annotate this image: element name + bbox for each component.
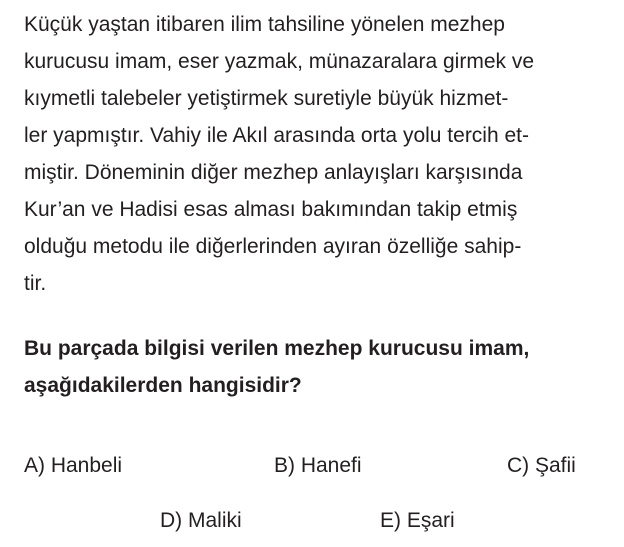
passage-line: ler yapmıştır. Vahiy ile Akıl arasında orta yolu tercih et- [24, 124, 529, 147]
passage-line: tir. [24, 272, 47, 295]
question-passage [24, 6, 604, 302]
passage-line: Küçük yaştan itibaren ilim tahsiline yönelen mezhep [24, 13, 505, 36]
answer-option-c[interactable]: C) Şafii [507, 454, 576, 477]
answer-option-e[interactable]: E) Eşari [380, 509, 455, 532]
answer-option-d[interactable]: D) Maliki [160, 509, 242, 532]
answer-option-a[interactable]: A) Hanbeli [24, 454, 123, 477]
answer-option-b[interactable]: B) Hanefi [274, 454, 362, 477]
question-line: Bu parçada bilgisi verilen mezhep kurucusu imam, [24, 337, 530, 360]
passage-line: Kur’an ve Hadisi esas alması bakımından takip etmiş [24, 198, 518, 221]
passage-line: olduğu metodu ile diğerlerinden ayıran özelliğe sahip- [24, 235, 522, 258]
passage-line: kıymetli talebeler yetiştirmek suretiyle büyük hizmet- [24, 87, 509, 110]
passage-line: kurucusu imam, eser yazmak, münazaralara girmek ve [24, 50, 535, 73]
passage-line: miştir. Döneminin diğer mezhep anlayışları karşısında [24, 161, 523, 184]
question-line: aşağıdakilerden hangisidir? [24, 374, 302, 397]
question-stem [24, 330, 604, 404]
